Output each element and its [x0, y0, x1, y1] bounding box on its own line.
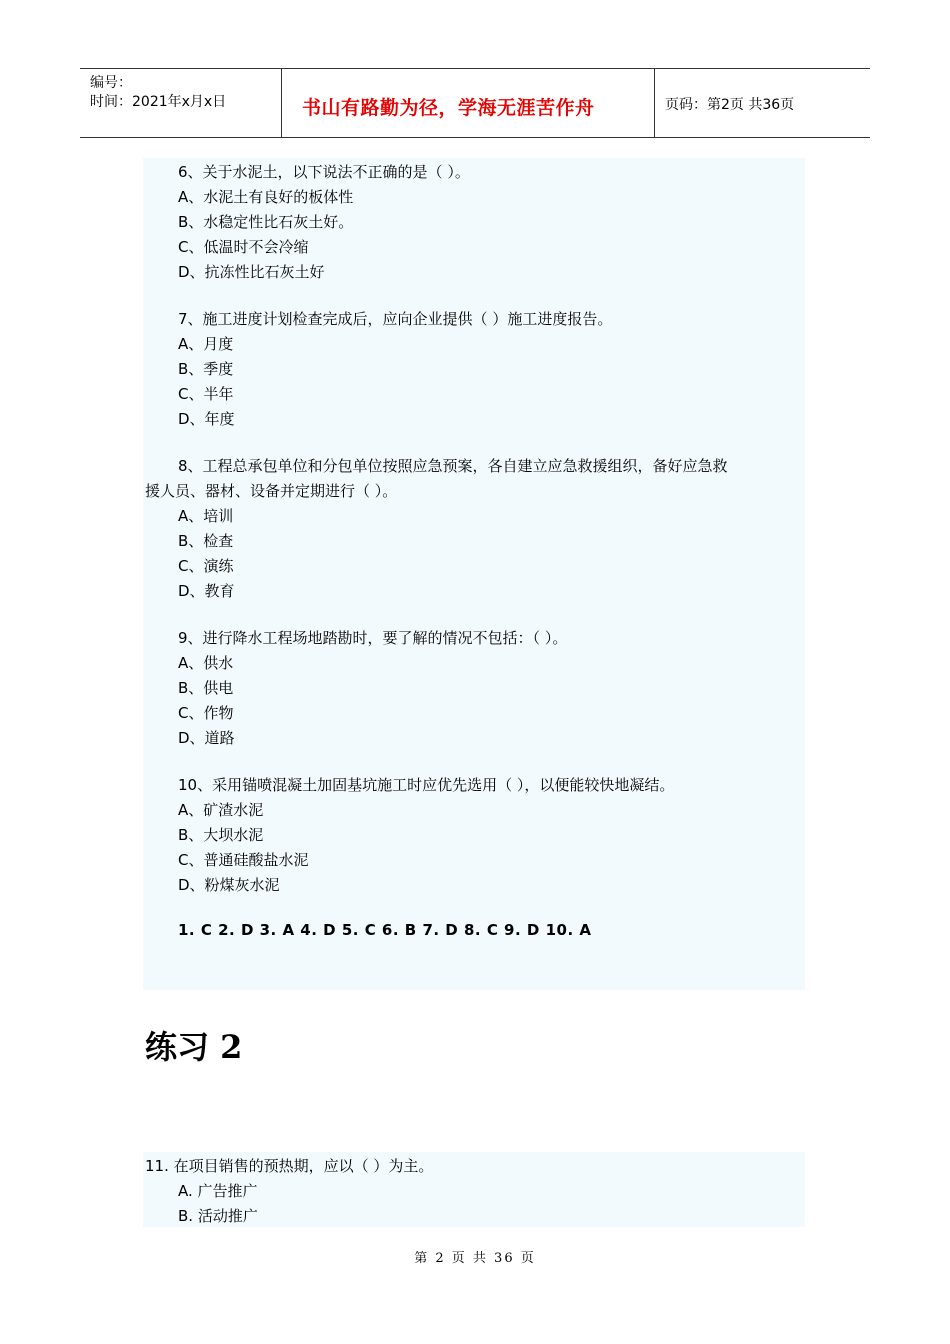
question-option: D、抗冻性比石灰土好 — [178, 263, 325, 281]
question-stem: 7、施工进度计划检查完成后，应向企业提供（ ）施工进度报告。 — [178, 310, 613, 328]
question-option: B、水稳定性比石灰土好。 — [178, 213, 354, 231]
question-option: A、培训 — [178, 507, 234, 525]
header-page-cell — [655, 69, 870, 137]
question-stem: 11. 在项目销售的预热期，应以（ ）为主。 — [145, 1157, 434, 1175]
header-page-number: 页码：第2页 共36页 — [665, 97, 795, 113]
question-option: D、道路 — [178, 729, 235, 747]
question-option: D、教育 — [178, 582, 235, 600]
question-stem: 8、工程总承包单位和分包单位按照应急预案，各自建立应急救援组织，备好应急救 — [178, 457, 728, 475]
question-stem-continued: 援人员、器材、设备并定期进行（ ）。 — [145, 482, 398, 500]
page-footer: 第 2 页 共 36 页 — [414, 1251, 536, 1266]
question-option: C、演练 — [178, 557, 234, 575]
document-header — [80, 68, 870, 138]
question-option: B、供电 — [178, 679, 234, 697]
header-motto: 书山有路勤为径，学海无涯苦作舟 — [302, 97, 595, 119]
header-meta-cell — [80, 69, 282, 137]
question-stem: 6、关于水泥土，以下说法不正确的是（ ）。 — [178, 163, 470, 181]
question-option: B、大坝水泥 — [178, 826, 264, 844]
question-option: A、矿渣水泥 — [178, 801, 264, 819]
question-option: B. 活动推广 — [178, 1207, 258, 1225]
question-option: C、作物 — [178, 704, 234, 722]
document-time-label: 时间：2021年x月x日 — [90, 94, 227, 110]
answer-key: 1. C 2. D 3. A 4. D 5. C 6. B 7. D 8. C 9. D 10. A — [178, 921, 592, 939]
document-number-label: 编号： — [90, 75, 132, 91]
question-option: D、粉煤灰水泥 — [178, 876, 280, 894]
question-option: B、检查 — [178, 532, 234, 550]
question-option: A、月度 — [178, 335, 234, 353]
header-motto-cell — [282, 69, 655, 137]
question-option: C、普通硅酸盐水泥 — [178, 851, 309, 869]
question-option: A. 广告推广 — [178, 1182, 258, 1200]
question-option: D、年度 — [178, 410, 235, 428]
question-option: C、低温时不会冷缩 — [178, 238, 309, 256]
question-option: A、水泥土有良好的板体性 — [178, 188, 354, 206]
question-option: C、半年 — [178, 385, 234, 403]
question-option: A、供水 — [178, 654, 234, 672]
question-stem: 9、进行降水工程场地踏勘时，要了解的情况不包括：（ ）。 — [178, 629, 568, 647]
section-title: 练习 2 — [145, 1028, 243, 1066]
question-stem: 10、采用锚喷混凝土加固基坑施工时应优先选用（ ），以便能较快地凝结。 — [178, 776, 675, 794]
question-option: B、季度 — [178, 360, 234, 378]
